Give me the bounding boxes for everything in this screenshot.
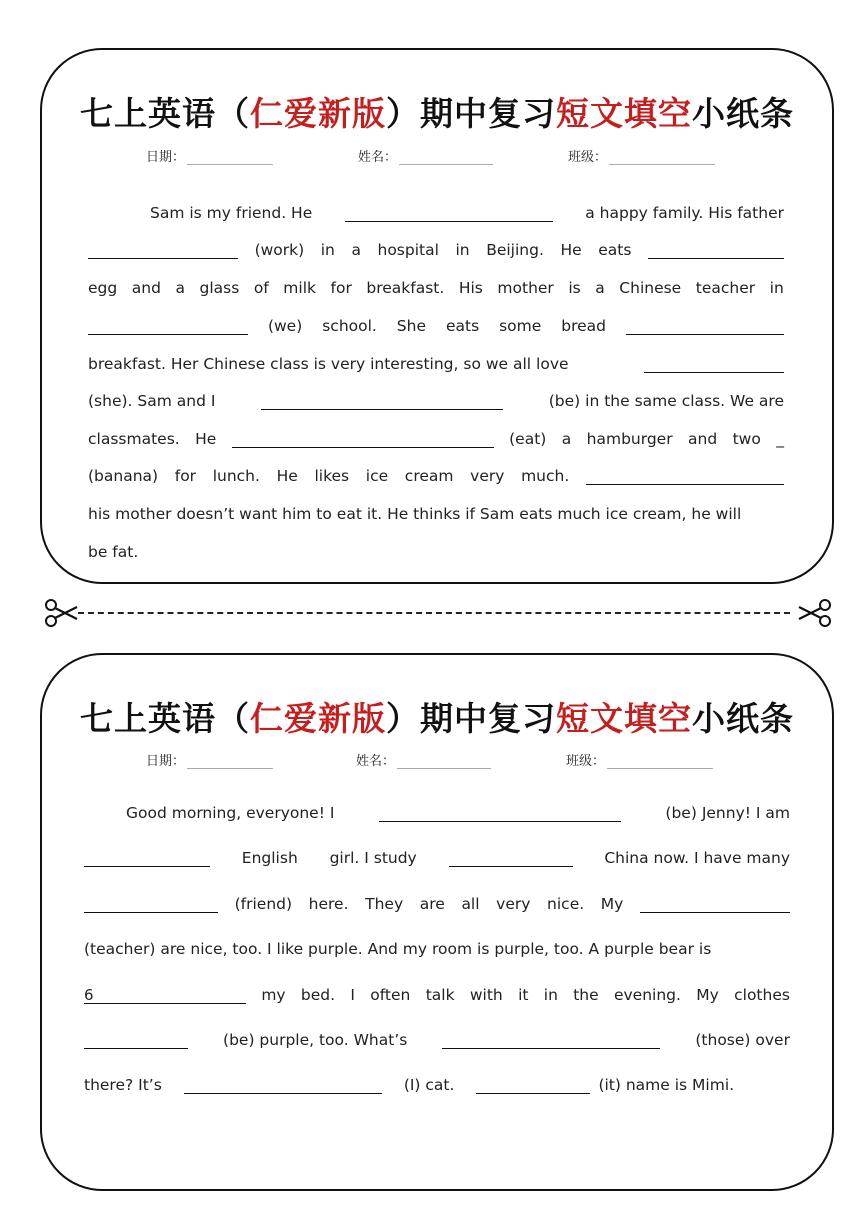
class-field: 班级： xyxy=(568,146,715,165)
answer-blank[interactable] xyxy=(442,1031,660,1049)
passage-line: (friend) here. They are all very nice. My xyxy=(84,891,790,913)
answer-blank[interactable] xyxy=(644,355,784,373)
passage-line: 6 my bed. I often talk with it in the evening. My clothes xyxy=(84,986,790,1004)
passage-line: English girl. I study China now. I have many xyxy=(84,845,790,867)
scissors-icon xyxy=(44,597,78,629)
answer-blank[interactable] xyxy=(476,1076,590,1094)
answer-blank[interactable] xyxy=(261,392,503,410)
passage-line: his mother doesn’t want him to eat it. He thinks if Sam eats much ice cream, he will xyxy=(88,505,742,523)
worksheet-card-1 xyxy=(40,48,834,584)
answer-blank[interactable] xyxy=(449,849,573,867)
passage-line: (banana) for lunch. He likes ice cream very much. xyxy=(88,463,784,485)
answer-blank[interactable] xyxy=(84,849,210,867)
name-field: 姓名： xyxy=(356,750,491,769)
answer-blank[interactable] xyxy=(648,241,784,259)
passage-1 xyxy=(88,50,784,582)
passage-line: (work) in a hospital in Beijing. He eats xyxy=(88,237,784,259)
answer-blank[interactable] xyxy=(232,430,494,448)
passage-line: there? It’s (I) cat. (it) name is Mimi. xyxy=(84,1076,735,1094)
passage-line: egg and a glass of milk for breakfast. His mother is a Chinese teacher in xyxy=(88,279,784,297)
answer-blank[interactable]: 6 xyxy=(84,986,246,1004)
answer-blank[interactable] xyxy=(88,241,238,259)
class-field: 班级： xyxy=(566,750,713,769)
passage-line: classmates. He (eat) a hamburger and two _ xyxy=(88,430,784,448)
passage-line: Good morning, everyone! I (be) Jenny! I am xyxy=(126,804,790,822)
passage-line: (be) purple, too. What’s (those) over xyxy=(84,1027,790,1049)
answer-blank[interactable] xyxy=(88,317,248,335)
answer-blank[interactable] xyxy=(379,804,621,822)
name-field: 姓名： xyxy=(358,146,493,165)
passage-line: (teacher) are nice, too. I like purple. And my room is purple, too. A purple bear is xyxy=(84,940,712,958)
worksheet-card-2 xyxy=(40,653,834,1191)
answer-blank[interactable] xyxy=(184,1076,382,1094)
answer-blank[interactable] xyxy=(640,895,790,913)
date-field: 日期： xyxy=(146,750,273,769)
answer-blank[interactable] xyxy=(84,895,218,913)
passage-line: (she). Sam and I (be) in the same class. We are xyxy=(88,392,784,410)
passage-line: Sam is my friend. He a happy family. His father xyxy=(150,204,784,222)
passage-line: breakfast. Her Chinese class is very interesting, so we all love xyxy=(88,351,784,373)
card-title: 七上英语（仁爱新版）期中复习短文填空小纸条 xyxy=(80,94,794,133)
passage-line: be fat. xyxy=(88,543,139,561)
scissors-icon xyxy=(798,597,832,629)
passage-2 xyxy=(84,655,790,1189)
answer-blank[interactable] xyxy=(626,317,784,335)
answer-blank[interactable] xyxy=(586,467,784,485)
passage-line: (we) school. She eats some bread xyxy=(88,313,784,335)
cut-line xyxy=(78,612,790,614)
answer-blank[interactable] xyxy=(84,1031,188,1049)
card-title: 七上英语（仁爱新版）期中复习短文填空小纸条 xyxy=(80,699,794,738)
answer-blank[interactable] xyxy=(345,204,553,222)
date-field: 日期： xyxy=(146,146,273,165)
